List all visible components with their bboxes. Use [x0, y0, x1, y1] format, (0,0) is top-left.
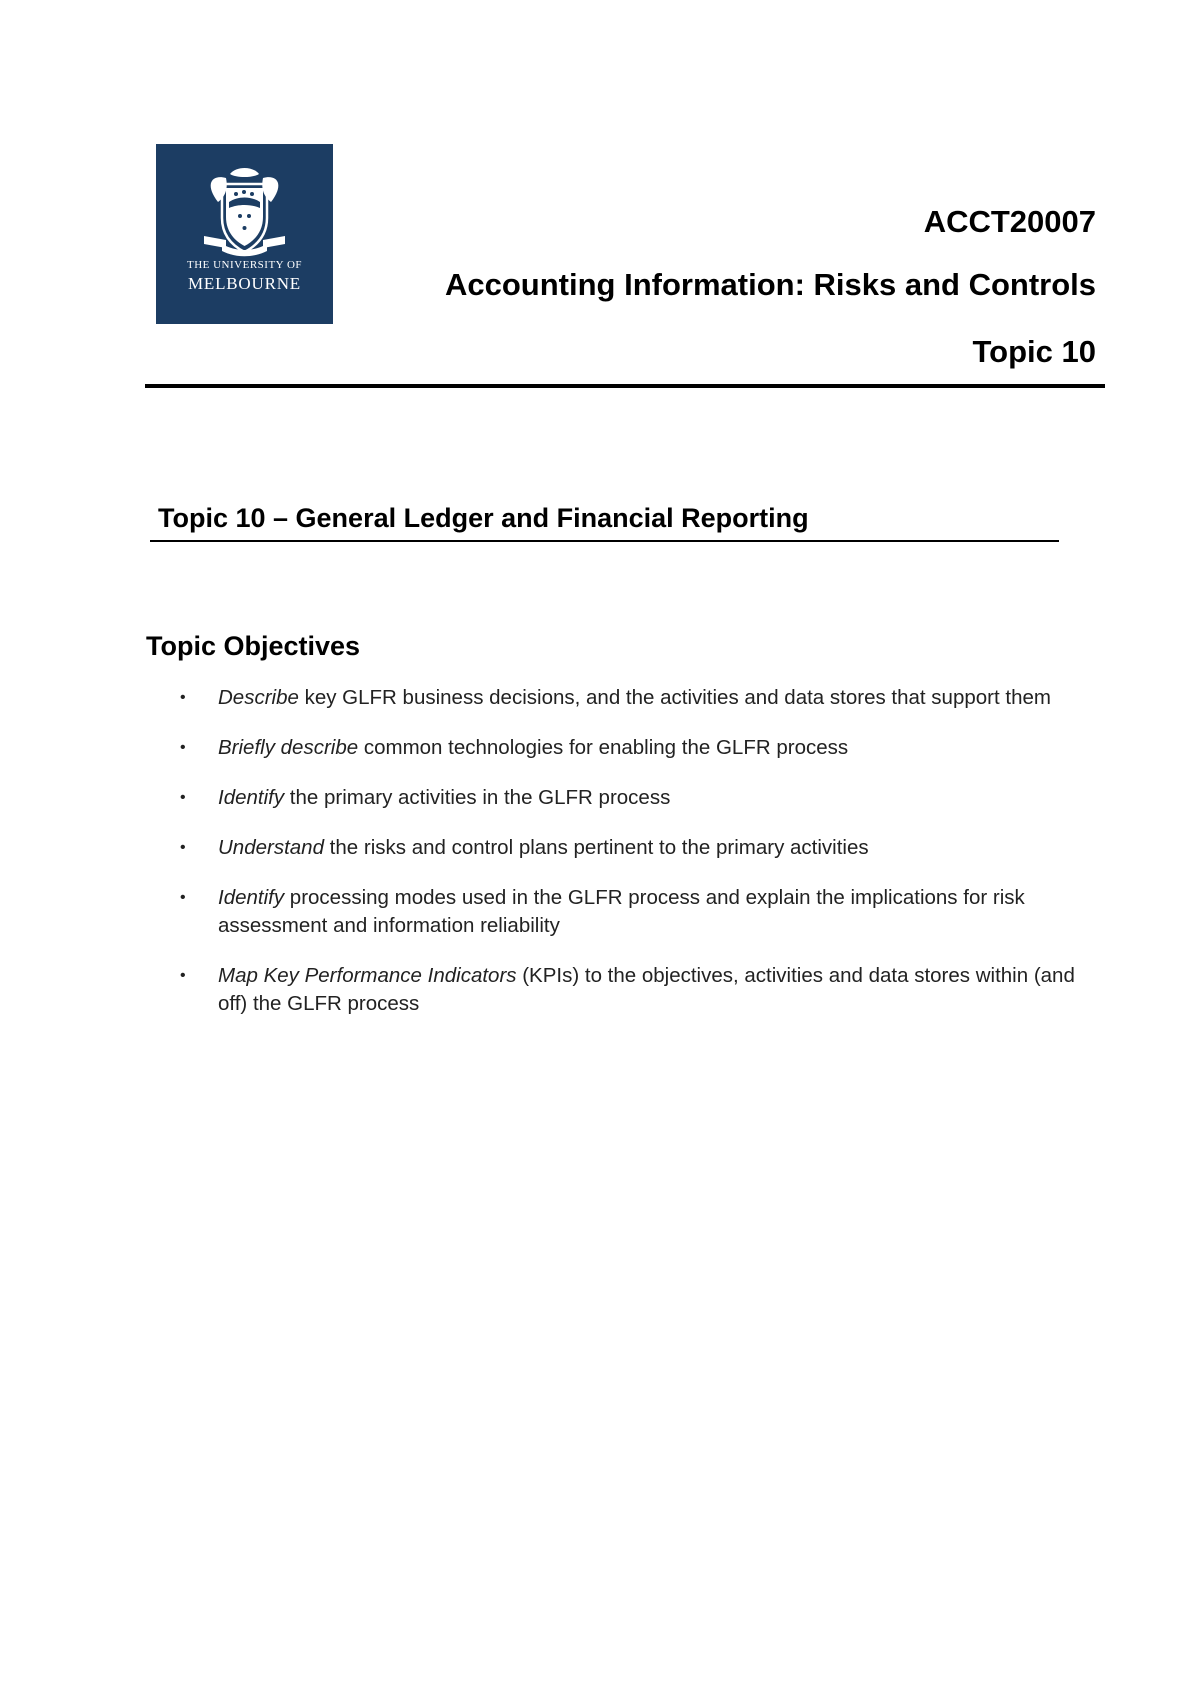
- objective-verb: Map Key Performance Indicators: [218, 964, 517, 987]
- bullet-icon: •: [180, 967, 186, 984]
- objective-text: common technologies for enabling the GLFR process: [358, 736, 849, 759]
- document-header: [296, 200, 1096, 374]
- header-divider: [145, 384, 1105, 388]
- objective-text: processing modes used in the GLFR process and explain the implications for risk assessment and information reliability: [218, 886, 1025, 937]
- objective-item: [178, 734, 1108, 762]
- logo-line2: MELBOURNE: [188, 274, 301, 293]
- objective-item: [178, 834, 1108, 862]
- objective-verb: Describe: [218, 686, 299, 709]
- objective-text: (KPIs) to the objectives, activities and data stores within (and off) the GLFR process: [218, 964, 1075, 1015]
- objective-item: [178, 962, 1108, 1018]
- bullet-icon: •: [180, 839, 186, 856]
- section-title: Topic 10 – General Ledger and Financial Reporting: [158, 503, 809, 533]
- objective-item: [178, 684, 1108, 712]
- objective-item: [178, 884, 1108, 940]
- section-title-underline: [150, 540, 1059, 542]
- bullet-icon: •: [180, 789, 186, 806]
- objective-text: the risks and control plans pertinent to the primary activities: [323, 836, 869, 859]
- course-code: ACCT20007: [923, 204, 1096, 239]
- bullet-icon: •: [180, 739, 186, 756]
- objective-text: key GLFR business decisions, and the activities and data stores that support them: [298, 686, 1051, 709]
- course-title: Accounting Information: Risks and Controls: [444, 267, 1096, 302]
- objective-item: [178, 784, 1108, 812]
- bullet-icon: •: [180, 889, 186, 906]
- objective-verb: Identify: [218, 886, 285, 909]
- objectives-list: [178, 684, 1108, 1018]
- objective-verb: Identify: [218, 786, 285, 809]
- objectives-heading: Topic Objectives: [146, 631, 361, 661]
- logo-line1: THE UNIVERSITY OF: [186, 259, 303, 271]
- objective-verb: Understand: [218, 836, 324, 859]
- bullet-icon: •: [180, 689, 186, 706]
- objective-verb: Briefly describe: [218, 736, 359, 759]
- topic-number: Topic 10: [972, 334, 1096, 369]
- objective-text: the primary activities in the GLFR process: [284, 786, 671, 809]
